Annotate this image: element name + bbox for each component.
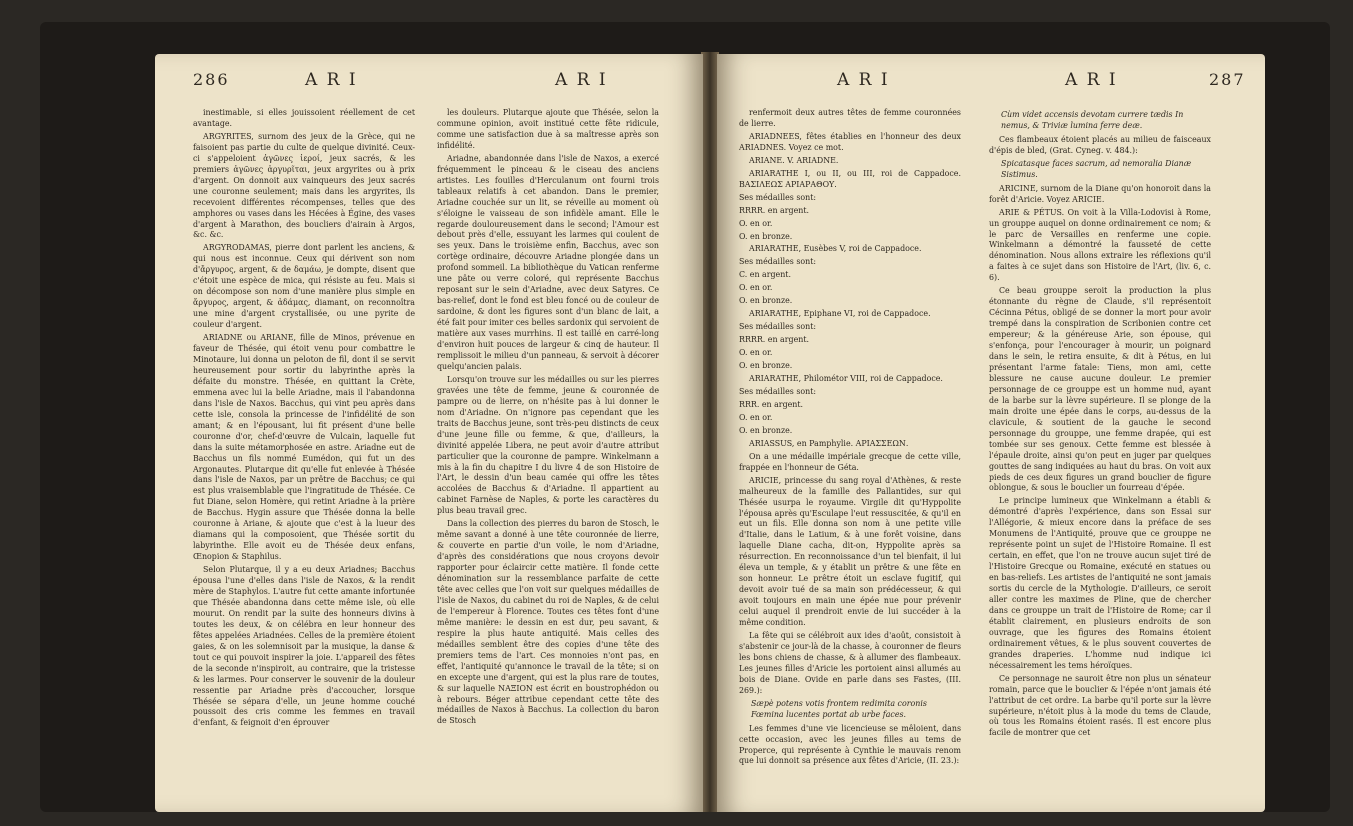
- right-column-2: [989, 108, 1211, 741]
- paragraph: Selon Plutarque, il y a eu deux Ariadnes; Bacchus épousa l'une d'elles dans l'isle de Naxos, & la rendit mère de Staphylos. L'autre fut cette amante infortunée que Thésée abandonna dans cette même isle, où elle mourut. On rendit par la suite des honneurs divins à toutes les deux, & on célébra en leur honneur des fêtes appelées Ariadnées. Celles de la première étoient gaies, & on les solemnisoit par la musique, la danse & tout ce qui pouvoit inspirer la joie. L'appareil des fêtes de la seconde n'inspiroit, au contraire, que la tristesse & les larmes. Pour conserver le souvenir de la douleur ressentie par Ariadne près d'accoucher, lorsque Thésée se sépara d'elle, un jeune homme couché poussoit des cris comme les femmes en travail d'enfant, & feignoit d'en éprouver: [193, 565, 415, 728]
- paragraph: ARICINE, surnom de la Diane qu'on honoroit dans la forêt d'Aricie. Voyez ARICIE.: [989, 183, 1211, 204]
- paragraph: Dans la collection des pierres du baron de Stosch, le même savant a donné à une tête couronnée de lierre, & couverte en partie d'un voile, le nom d'Ariadne, d'après des considérations que nous croyons devoir rapporter pour éclaircir cette matière. Il fonde cette dénomination sur la ressemblance parfaite de cette tête avec celles que l'on voit sur quelques médailles de l'isle de Naxos, du cabinet du roi de Naples, & de celui de l'empereur à Florence. Toutes ces têtes font d'une même manière: le dessin en est dur, peu savant, & respire la plus haute antiquité. Mais celles des médailles semblent être des copies d'une tête des premiers tems de l'art. Ces monnoies n'ont pas, en effet, l'antiquité qu'annonce le travail de la tête; si on en excepte une d'argent, qui est la plus rare de toutes, & sur laquelle NAΞION est écrit en boustrophédon ou à rebours. Béger attribue cependant cette tête des médailles de Naxos à Bacchus. La collection du baron de Stosch: [437, 519, 659, 726]
- paragraph: O. en bronze.: [739, 296, 793, 306]
- paragraph: ARIARATHE, Eusèbes V, roi de Cappadoce.: [749, 244, 922, 254]
- paragraph: ARIADNE ou ARIANE, fille de Minos, prévenue en faveur de Thésée, qui étoit venu pour combattre le Minotaure, lui donna un peloton de fil, dont il se servit heureusement pour sortir du labyrinthe après la défaite du monstre. Thésée, en quittant la Crète, emmena avec lui la belle Ariadne, mais il l'abandonna dans l'isle de Naxos. Bacchus, qui vint peu après dans cette isle, consola la princesse de l'infidélité de son amant; & en l'épousant, lui fit présent d'une belle couronne d'or, chef-d'œuvre de Vulcain, laquelle fut dans la suite métamorphosée en astre. Ariadne eut de Bacchus un fils nommé Eumédon, qui fut un des Argonautes. Plutarque dit qu'elle fut enlevée à Thésée dans l'isle de Naxos, par un prêtre de Bacchus; ce qui est plus vraisemblable que l'ingratitude de Thésée. Ce fut Diane, selon Homère, qui retint Ariadne à la prière de Bacchus. Hygin assure que Thésée donna la belle couronne à Ariane, & ajoute que c'est à la lueur des diamans qui la composoient, que Thésée sortit du labyrinthe. Elle avoit eu de Thésée deux enfans, Œnopion & Staphilus.: [193, 333, 415, 562]
- paragraph: O. en bronze.: [739, 425, 793, 435]
- paragraph: Sæpè potens votis frontem redimita coronis Fœmina lucentes portat ab urbe faces.: [751, 698, 927, 719]
- paragraph: Ce beau grouppe seroit la production la plus étonnante du règne de Claude, s'il représentoit Cécinna Pétus, obligé de se donner la mort pour avoir trempé dans la conspiration de Scribonien contre cet empereur; & la généreuse Arie, son épouse, qui s'enfonça, pour l'encourager à mourir, un poignard dans le sein, le retira ensuite, & dit à Pétus, en lui présentant l'arme fatale: Tiens, mon ami, cette blessure ne cause aucune douleur. Le premier personnage de ce grouppe est un homme nud, ayant de la barbe sur la lèvre supérieure. Il se plonge de la main droite une épée dans le corps, au-dessus de la clavicule, & soutient de la gauche le second personnage du grouppe, une femme drapée, qui est tombée sur ses genoux. Cette femme est blessée à l'épaule droite, ainsi qu'on peut en juger par quelques gouttes de sang indiquées au haut du bras. On voit aux pieds de ces deux figures un grand bouclier de figure oblongue, & sous le bouclier un fourreau d'épée.: [989, 286, 1211, 493]
- paragraph: O. en bronze.: [739, 361, 793, 371]
- page-number: 286: [193, 70, 230, 89]
- paragraph: ARIE & PÉTUS. On voit à la Villa-Lodovisi à Rome, un grouppe auquel on donne ordinairement ce nom; & le parc de Versailles en renferme une copie. Winkelmann a démontré la fausseté de cette dénomination. Nous allons extraire les réflexions qu'il a faites à ce sujet dans son Histoire de l'Art, (liv. 6, c. 6).: [989, 207, 1211, 283]
- paragraph: RRRR. en argent.: [739, 205, 809, 215]
- paragraph: C. en argent.: [739, 270, 791, 280]
- paragraph: Spicatasque faces sacrum, ad nemoralia Dianæ Sistimus.: [1001, 158, 1192, 179]
- paragraph: ARIADNEES, fêtes établies en l'honneur des deux ARIADNES. Voyez ce mot.: [739, 131, 961, 152]
- page-number: 287: [1209, 70, 1246, 89]
- right-page: [717, 54, 1265, 812]
- paragraph: O. en or.: [739, 283, 773, 293]
- right-column-1: [739, 108, 961, 769]
- running-head: A R I: [1065, 70, 1118, 90]
- paragraph: La fête qui se célébroit aux ides d'août, consistoit à s'abstenir ce jour-là de la chasse, à couronner de fleurs les bons chiens de chasse, & à allumer des flambeaux. Les jeunes filles d'Aricie les portoient ainsi allumés au bois de Diane. Ovide en parle dans ses Fastes, (III. 269.):: [739, 630, 961, 695]
- paragraph: ARIARATHE, Philométor VIII, roi de Cappadoce.: [749, 374, 943, 384]
- paragraph: O. en or.: [739, 412, 773, 422]
- left-column-2: [437, 108, 659, 729]
- paragraph: Ses médailles sont:: [739, 257, 817, 267]
- paragraph: ARICIE, princesse du sang royal d'Athènes, & reste malheureux de la famille des Pallantides, sur qui Thésée usurpa le royaume. Virgile dit qu'Hyppolite l'épousa après qu'Esculape l'eut ressuscitée, & qu'il en eut un fils. Elle donna son nom à une petite ville d'Italie, dans le Latium, & à une forêt voisine, dans laquelle Diane cacha, dit-on, Hyppolite après sa résurrection. En reconnoissance d'un tel bienfait, il lui éleva un temple, & y établit un prêtre & une fête en son honneur. Le prêtre étoit un esclave fugitif, qui devoit avoir tué de sa main son prédécesseur, & qui avoit toujours en main une épée nue pour prévenir celui auquel il prendroit envie de lui succéder à la même condition.: [739, 475, 961, 628]
- running-head: A R I: [305, 70, 358, 90]
- paragraph: ARIASSUS, en Pamphylie. ΑΡΙΑΣΣΕΩΝ.: [749, 438, 909, 448]
- paragraph: Cùm videt accensis devotam currere tædis In nemus, & Triviæ lumina ferre deæ.: [1001, 110, 1184, 130]
- paragraph: renfermoit deux autres têtes de femme couronnées de lierre.: [739, 108, 961, 128]
- book-spread: [40, 22, 1330, 812]
- paragraph: Ses médailles sont:: [739, 192, 817, 202]
- paragraph: O. en or.: [739, 218, 773, 228]
- paragraph: Lorsqu'on trouve sur les médailles ou sur les pierres gravées une tête de femme, jeune & couronnée de pampre ou de lierre, on n'hésite pas à lui donner le nom d'Ariadne. On n'ignore pas cependant que les traits de Bacchus jeune, sont très-peu distincts de ceux d'une jeune fille ou femme, & que, d'ailleurs, la divinité appelée Libera, ne peut avoir d'autre attribut particulier que la couronne de pampre. Winkelmann a mis à la fin du chapitre I du livre 4 de son Histoire de l'Art, le dessin d'un beau camée qui offre les têtes accolées de Bacchus & d'Ariadne. Il appartient au cabinet Farnèse de Naples, & porte les caractères du plus beau travail grec.: [437, 374, 659, 516]
- paragraph: O. en bronze.: [739, 231, 793, 241]
- paragraph: Ce personnage ne sauroit être non plus un sénateur romain, parce que le bouclier & l'épée n'ont jamais été l'attribut de cet ordre. La barbe qu'il porte sur la lèvre supérieure, n'étoit plus à la mode du tems de Claude, où tous les Romains étoient rasés. Il est encore plus facile de montrer que cet: [989, 673, 1211, 738]
- paragraph: inestimable, si elles jouissoient réellement de cet avantage.: [193, 108, 415, 128]
- running-head: A R I: [837, 70, 890, 90]
- paragraph: Ses médailles sont:: [739, 386, 817, 396]
- paragraph: On a une médaille impériale grecque de cette ville, frappée en l'honneur de Géta.: [739, 451, 961, 472]
- paragraph: Le principe lumineux que Winkelmann a établi & démontré d'après l'expérience, dans son Essai sur l'Allégorie, & mieux encore dans la préface de ses Monumens de l'Antiquité, prouve que ce grouppe ne représente point un sujet de l'Histoire Romaine. Il est certain, en effet, que l'on ne trouve aucun sujet tiré de l'Histoire Grecque ou Romaine, exécuté en statues ou en bas-reliefs. Les artistes de l'antiquité ne sont jamais sortis du cercle de la Mythologie. D'ailleurs, ce seroit aller contre les maximes de Pline, que de chercher dans ce grouppe un trait de l'Histoire de Rome; car il établit clairement, en plusieurs endroits de son ouvrage, que les figures des Romains étoient ordinairement vêtues, & le plus souvent couvertes de grandes draperies. L'homme nud indique ici nécessairement les tems héroïques.: [989, 496, 1211, 670]
- paragraph: ARGYRODAMAS, pierre dont parlent les anciens, & qui nous est inconnue. Ceux qui dérivent son nom d'ἄργυρος, argent, & de δαμάω, je dompte, disent que c'étoit une espèce de mica, qui résiste au feu. Mais si on décompose son nom d'une manière plus simple en ἄργυρος, argent, & ἀδάμας, diamant, on reconnoîtra une mine d'argent crystallisée, ou une pyrite de couleur d'argent.: [193, 243, 415, 330]
- paragraph: ARIANE. V. ARIADNE.: [749, 155, 839, 165]
- running-head: A R I: [555, 70, 608, 90]
- paragraph: Ses médailles sont:: [739, 322, 817, 332]
- paragraph: Ariadne, abandonnée dans l'isle de Naxos, a exercé fréquemment le pinceau & le ciseau des anciens artistes. Les fouilles d'Herculanum ont fourni trois tableaux relatifs à cet abandon. Dans le premier, Ariadne couchée sur un lit, se réveille au moment où s'éloigne le vaisseau de son infidèle amant. Elle le regarde douloureusement dans le second; l'Amour est debout près d'elle, essuyant les larmes qui coulent de ses yeux. Dans le troisième enfin, Bacchus, avec son cortège ordinaire, découvre Ariadne plongée dans un profond sommeil. La bibliothèque du Vatican renferme une pâte ou verre coloré, qui représente Bacchus reposant sur le sein d'Ariadne, avec deux Satyres. Ce bas-relief, dont le fond est bleu foncé ou de couleur de sardoine, & dont les figures sont d'un blanc de lait, a été fait pour imiter ces belles sardonix qui servoient de matière aux vases murrhins. Il est taillé en carré-long d'environ huit pouces de largeur & cinq de hauteur. Il remplissoit le milieu d'un panneau, & servoit à décorer quelqu'ancien palais.: [437, 153, 659, 371]
- paragraph: les douleurs. Plutarque ajoute que Thésée, selon la commune opinion, avoit institué cette fête ridicule, comme une satisfaction due à sa maîtresse après son infidélité.: [437, 108, 659, 150]
- paragraph: RRRR. en argent.: [739, 335, 809, 345]
- left-page: [155, 54, 703, 812]
- paragraph: ARIARATHE I, ou II, ou III, roi de Cappadoce. ΒΑΣΙΛΕΩΣ ΑΡΙΑΡΑΘΟΥ.: [739, 168, 961, 189]
- paragraph: RRR. en argent.: [739, 399, 804, 409]
- right-page-header: [717, 70, 1265, 100]
- left-column-1: [193, 108, 415, 731]
- paragraph: ARGYRITES, surnom des jeux de la Grèce, qui ne faisoient pas partie du culte de quelque divinité. Ceux-ci s'appeloient ἀγῶνες ἱεροί, jeux sacrés, & les premiers ἀγῶνες ἀργυρῖται, jeux argyrites ou à prix d'argent. On donnoit aux vainqueurs des jeux sacrés une couronne seulement; mais dans les argyrites, ils recevoient différentes récompenses, telles que des amphores ou vases dans les Hécées à Égine, des vases d'argent à Marathon, des boucliers d'airain à Argos, &c. &c.: [193, 131, 415, 240]
- left-page-header: [155, 70, 703, 100]
- paragraph: Les femmes d'une vie licencieuse se mêloient, dans cette occasion, avec les jeunes filles au tems de Properce, qui représente à Cynthie le mauvais renom que lui donnoit sa présence aux fêtes d'Aricie, (II. 23.):: [739, 723, 961, 766]
- paragraph: O. en or.: [739, 348, 773, 358]
- paragraph: Ces flambeaux étoient placés au milieu de faisceaux d'épis de bled, (Grat. Cyneg. v. 484.):: [989, 134, 1211, 155]
- paragraph: ARIARATHE, Epiphane VI, roi de Cappadoce.: [749, 309, 931, 319]
